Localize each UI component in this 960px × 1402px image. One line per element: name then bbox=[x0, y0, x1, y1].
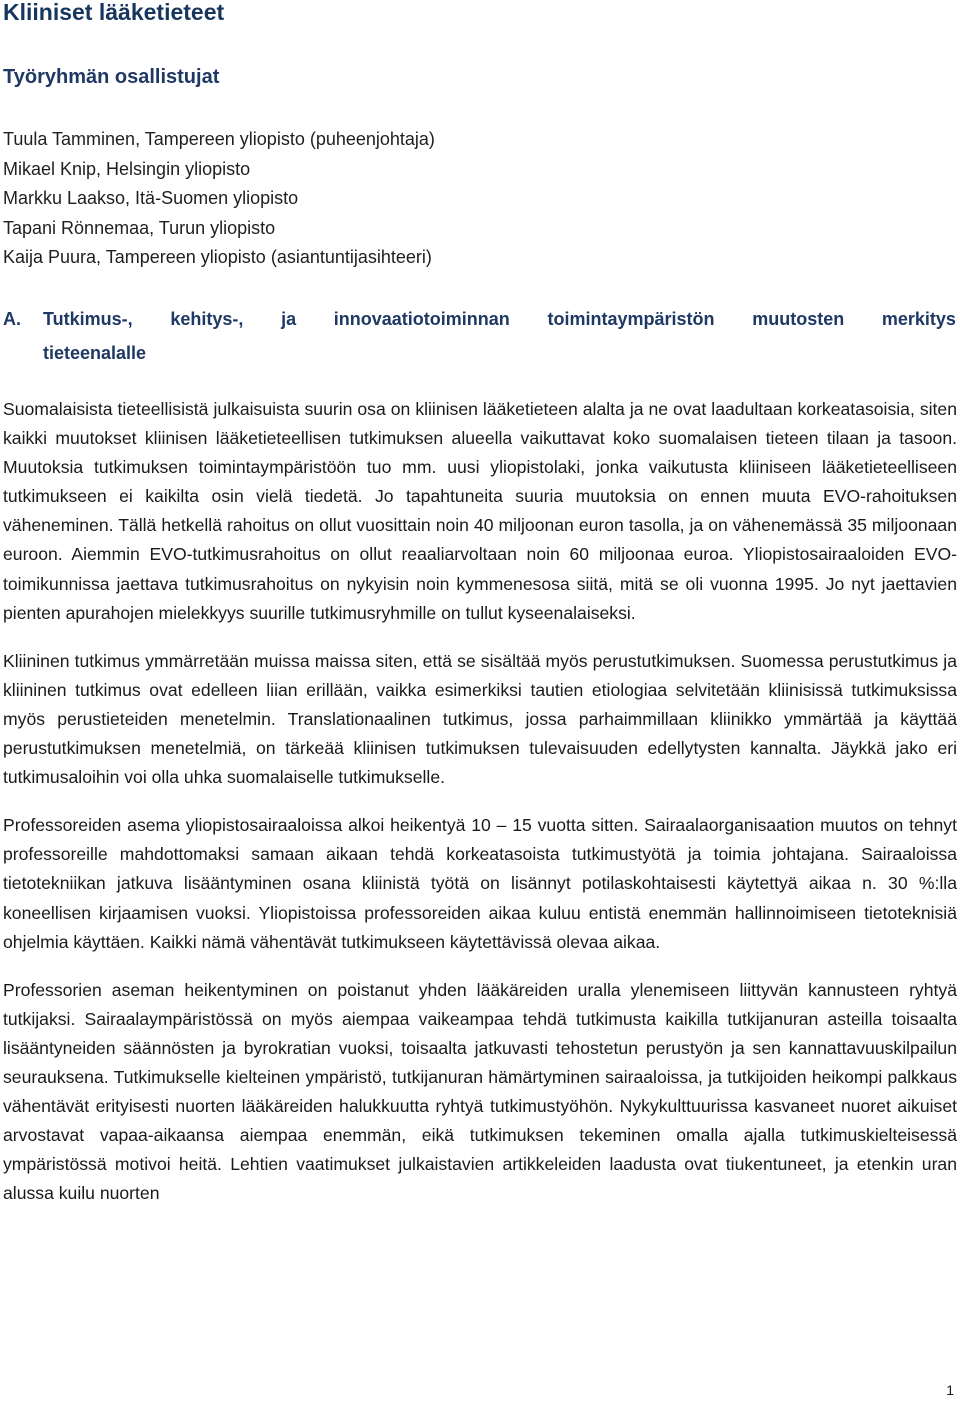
section-heading-word: kehitys-, bbox=[170, 309, 244, 329]
body-text bbox=[3, 395, 957, 1227]
paragraph: Professoreiden asema yliopistosairaaloissa alkoi heikentyä 10 – 15 vuotta sitten. Sairaalaorganisaation muutos on tehnyt professoreille mahdottomaksi samaan aikaan tehdä korkeatasoista tutkimustyötä ja toimia johtajana. Sairaaloissa tietotekniikan jatkuva lisääntyminen osana kliinistä työtä on lisännyt potilaskohtaisesti käytettyä aikaa n. 30 %:lla koneellisen kirjaamisen vuoksi. Yliopistoissa professoreiden aikaa kuluu entistä enemmän hallinnoimiseen tietoteknisiä ohjelmia käyttäen. Kaikki nämä vähentävät tutkimukseen käytettävissä olevaa aikaa. bbox=[3, 815, 957, 952]
section-heading-word: merkitys bbox=[881, 309, 956, 329]
section-heading-word: ja bbox=[281, 309, 297, 329]
section-heading-continuation: tieteenalalle bbox=[43, 343, 147, 363]
section-heading-word: innovaatiotoiminnan bbox=[333, 309, 510, 329]
section-heading-line bbox=[3, 302, 956, 336]
section-heading-word: muutosten bbox=[752, 309, 845, 329]
section-number: A. bbox=[3, 309, 21, 329]
paragraph: Kliininen tutkimus ymmärretään muissa maissa siten, että se sisältää myös perustutkimuksen. Suomessa perustutkimus ja kliininen tutkimus ovat edelleen liian erillään, vaikka esimerkiksi tautien etiologiaa selvitetään kliinisissä tutkimuksissa myös perustieteiden menetelmin. Translationaalinen tutkimus, jossa parhaimmillaan kliinikko ymmärtää ja käyttää perustutkimuksen menetelmiä, on tärkeää kliinisen tutkimuksen tulevaisuuden edellytysten kannalta. Jäykkä jako eri tutkimusaloihin voi olla uhka suomalaiselle tutkimukselle. bbox=[3, 650, 957, 788]
member-item: Tuula Tamminen, Tampereen yliopisto (puheenjohtaja) bbox=[3, 129, 435, 149]
section-heading bbox=[3, 302, 956, 370]
member-item: Tapani Rönnemaa, Turun yliopisto bbox=[3, 217, 276, 238]
working-group-heading: Työryhmän osallistujat bbox=[3, 66, 220, 88]
member-item: Mikael Knip, Helsingin yliopisto bbox=[3, 158, 251, 179]
section-heading-word: toimintaympäristön bbox=[547, 309, 715, 329]
page-number: 1 bbox=[946, 1382, 954, 1398]
section-heading-lead bbox=[3, 302, 133, 336]
member-item: Kaija Puura, Tampereen yliopisto (asiantuntijasihteeri) bbox=[3, 247, 432, 267]
paragraph: Professorien aseman heikentyminen on poistanut yhden lääkäreiden uralla ylenemiseen liittyvän kannusteen ryhtyä tutkijaksi. Sairaalaympäristössä on myös aiempaa vaikeampaa tehdä tutkimusta kaikilla tutkijanuran asteilla toisaalta lisääntyneiden säännösten ja byrokratian vuoksi, toisaalta jatkuvasti tehostetun perustyön ja sen kannattavuuskilpailun seurauksena. Tutkimukselle kielteinen ympäristö, tutkijanuran hämärtyminen sairaaloissa, ja tutkijoiden heikompi palkkaus vähentävät erityisesti nuorten lääkäreiden halukkuutta ryhtyä tutkimustyöhön. Nykykulttuurissa kasvaneet nuoret aikuiset arvostavat vapaa-aikaansa aiempaa enemmän, eikä tutkimuksen tekeminen omalla ajalla tutkimuskielteisessä ympäristössä motivoi heitä. Lehtien vaatimukset julkaistavien artikkeleiden laadusta ovat tiukentuneet, ja etenkin uran alussa kuilu nuorten bbox=[3, 979, 957, 1204]
section-heading-word: Tutkimus-, bbox=[43, 309, 133, 329]
paragraph: Suomalaisista tieteellisistä julkaisuista suurin osa on kliinisen lääketieteen alalta ja ne ovat laadultaan korkeatasoisia, siten kaikki muutokset kliinisen lääketieteellisen tutkimuksen alueella vaikuttavat koko suomalaisen tieteen tilaan ja tasoon. Muutoksia tutkimuksen toimintaympäristöön tuo mm. uusi yliopistolaki, jonka vaikutusta kliiniseen lääketieteelliseen tutkimukseen ei kaikilta osin vielä tiedetä. Jo tapahtuneita suuria muutoksia on ennen muuta EVO-rahoituksen väheneminen. Tällä hetkellä rahoitus on ollut vuosittain noin 40 miljoonan euron tasolla, ja on vähenemässä 35 miljoonaan euroon. Aiemmin EVO-tutkimusrahoitus on ollut reaaliarvoltaan noin 60 miljoonaa euroa. Yliopistosairaaloiden EVO-toimikunnissa jaettava tutkimusrahoitus on nykyisin noin kymmenesosa siitä, mitä se oli vuonna 1995. Jo nyt jaettavien pienten apurahojen mielekkyys suurille tutkimusryhmille on tullut kyseenalaiseksi. bbox=[3, 399, 957, 623]
member-item: Markku Laakso, Itä-Suomen yliopisto bbox=[3, 188, 299, 208]
document-title: Kliiniset lääketieteet bbox=[3, 0, 225, 25]
member-list bbox=[3, 125, 435, 273]
